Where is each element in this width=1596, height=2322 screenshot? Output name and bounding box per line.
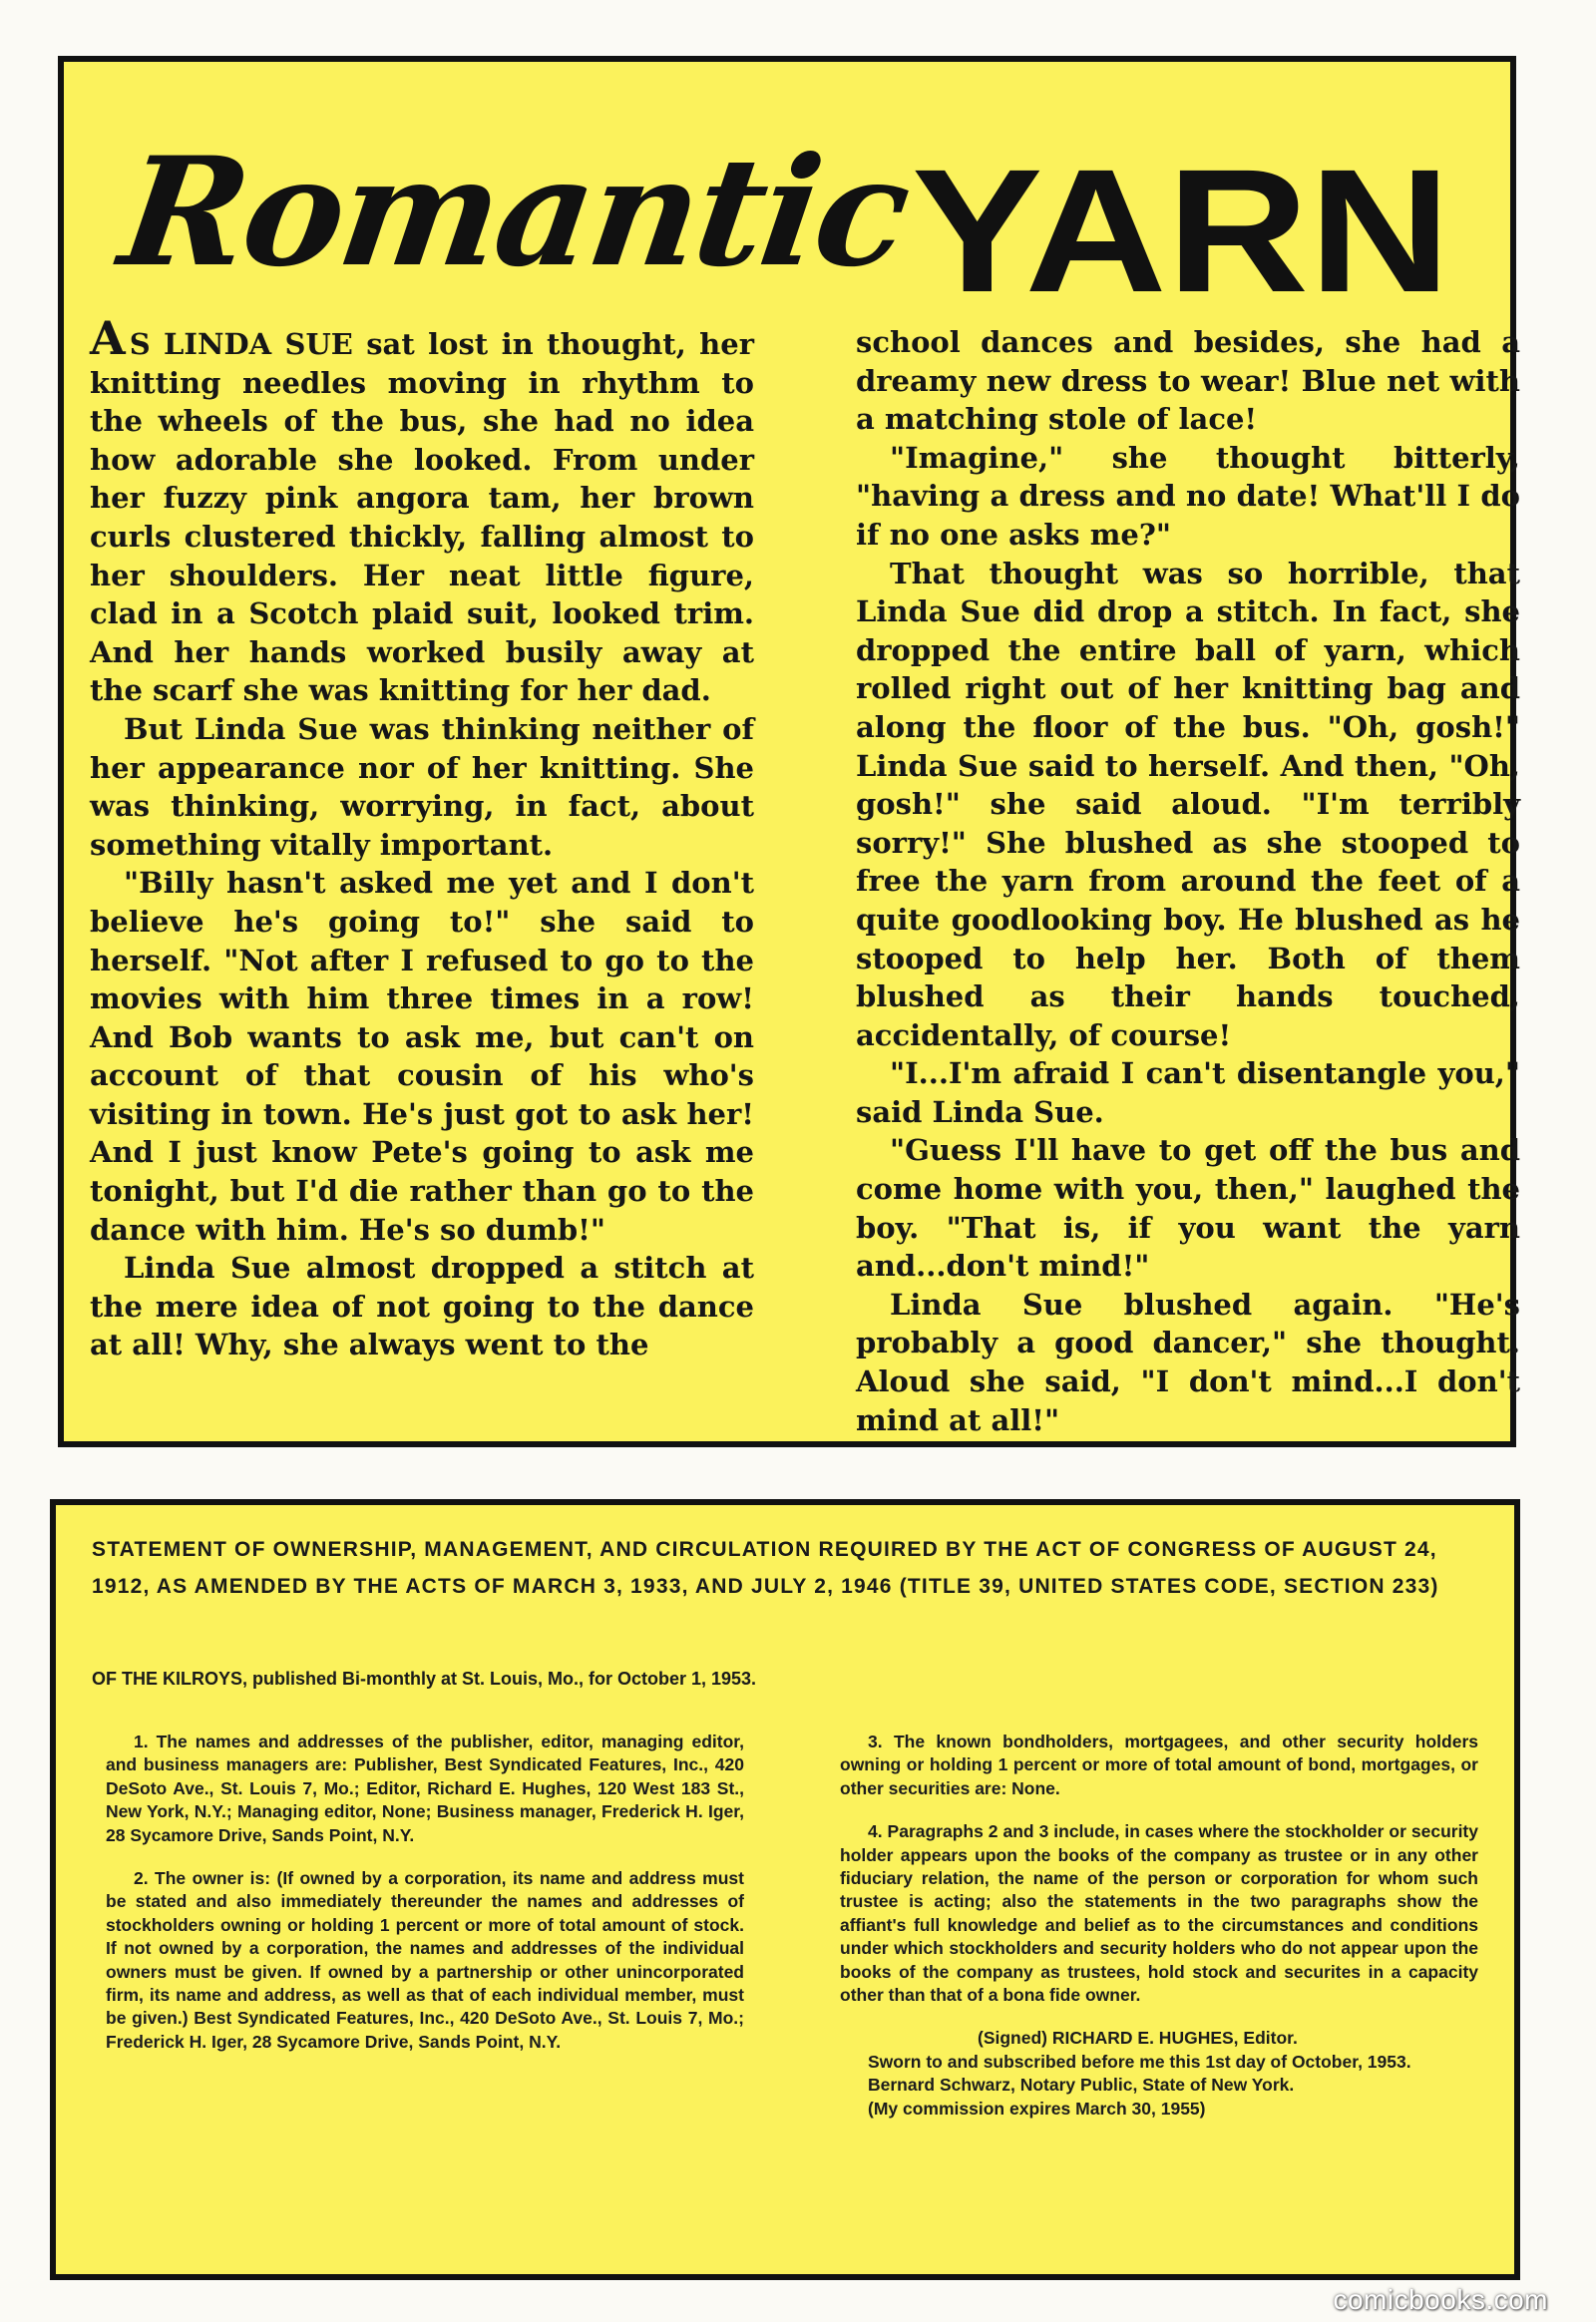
ownership-statement-panel (50, 1499, 1520, 2280)
story-panel (58, 56, 1520, 1447)
statement-paragraph: 2. The owner is: (If owned by a corporation, its name and address must be stated and also immediately thereunder the names and addresses of stockholders owning or holding 1 percent or more of total amount of stock. If not owned by a corporation, the names and addresses of the individual owners must be given. If owned by a partnership or other unincorporated firm, its name and address, as well as that of each individual member, must be given.) Best Syndicated Features, Inc., 420 DeSoto Ave., St. Louis 7, Mo.; Frederick H. Iger, 28 Sycamore Drive, Sands Point, N.Y. (106, 1868, 744, 2052)
statement-column-right (840, 1731, 1478, 2140)
story-paragraph: "I...I'm afraid I can't disentangle you," said Linda Sue. (856, 1056, 1520, 1129)
statement-paragraph: 4. Paragraphs 2 and 3 include, in cases where the stockholder or security holder appears upon the books of the company as trustee or in any other fiduciary relation, the name of the person or corporation for whom such trustee is acting; also the statements in the two paragraphs show the affiant's full knowledge and belief as to the circumstances and conditions under which stockholders and security holders who do not appear upon the books of the company as trustees, hold stock and securites in a capacity other than that of a bona fide owner. (840, 1821, 1478, 2006)
title-block-word: YARN (912, 134, 1451, 329)
site-watermark: comicbooks.com (1333, 2284, 1548, 2315)
story-paragraph: But Linda Sue was thinking neither of her appearance nor of her knitting. She was thinking, worrying, in fact, about something vitally important. (90, 711, 754, 862)
story-paragraph: Linda Sue almost dropped a stitch at the mere idea of not going to the dance at all! Why, she always went to the (90, 1251, 754, 1362)
statement-column-left (106, 1731, 744, 2074)
story-column-left (90, 311, 754, 1364)
statement-paragraph: 1. The names and addresses of the publisher, editor, managing editor, and business managers are: Publisher, Best Syndicated Features, Inc., 420 DeSoto Ave., St. Louis 7, Mo.; Editor, Richard E. Hughes, 120 West 183 St., New York, N.Y.; Managing editor, None; Business manager, Frederick H. Iger, 28 Sycamore Drive, Sands Point, N.Y. (106, 1732, 744, 1845)
story-title (111, 114, 1460, 329)
story-paragraph: "Imagine," she thought bitterly, "having a dress and no date! What'll I do if no one asks me?" (856, 440, 1520, 552)
notary-line: Bernard Schwarz, Notary Public, State of New York. (868, 2075, 1295, 2096)
statement-heading: STATEMENT OF OWNERSHIP, MANAGEMENT, AND CIRCULATION REQUIRED BY THE ACT OF CONGRESS OF AUGUST 24, 1912, AS AMENDED BY THE ACTS OF MARCH 3, 1933, AND JULY 2, 1946 (TITLE 39, UNITED STATES CODE, SECTION 233) (92, 1538, 1439, 1598)
story-paragraph: Linda Sue blushed again. "He's probably a good dancer," she thought. Aloud she said, "I don't mind...I don't mind at all!" (856, 1287, 1520, 1437)
drop-cap: A (90, 311, 126, 365)
story-paragraph: "Guess I'll have to get off the bus and come home with you, then," laughed the boy. "That is, if you want the yarn and...don't mind!" (856, 1133, 1520, 1284)
title-script-word: Romantic (111, 125, 918, 300)
story-paragraph: school dances and besides, she had a dreamy new dress to wear! Blue net with a matching stole of lace! (856, 325, 1520, 437)
story-paragraph: That thought was so horrible, that Linda Sue did drop a stitch. In fact, she dropped the entire ball of yarn, which rolled right out of her knitting bag and along the floor of the bus. "Oh, gosh!" Linda Sue said to herself. And then, "Oh, gosh!" she said aloud. "I'm terribly sorry!" She blushed as she stooped to free the yarn from around the feet of a quite goodlooking boy. He blushed as he stooped to help her. Both of them blushed as their hands touched, accidentally, of course! (856, 556, 1520, 1052)
commission-line: (My commission expires March 30, 1955) (868, 2098, 1206, 2119)
statement-paragraph: 3. The known bondholders, mortgagees, and other security holders owning or holding 1 percent or more of total amount of bond, mortgages, or other securities are: None. (840, 1732, 1478, 1798)
story-paragraph (90, 311, 754, 710)
paragraph-text: S LINDA SUE sat lost in thought, her knitting needles moving in rhythm to the wheels of the bus, she had no idea how adorable she looked. From under her fuzzy pink angora tam, her brown curls clustered thickly, falling almost to her shoulders. Her neat little figure, clad in a Scotch plaid suit, looked trim. And her hands worked busily away at the scarf she was knitting for her dad. (90, 327, 754, 708)
story-paragraph: "Billy hasn't asked me yet and I don't believe he's going to!" she said to herself. "Not after I refused to go to the movies with him three times in a row! And Bob wants to ask me, but can't on account of that cousin of his who's visiting in town. He's just got to ask her! And I just know Pete's going to ask me tonight, but I'd die rather than go to the dance with him. He's so dumb!" (90, 866, 754, 1247)
signature-line: (Signed) RICHARD E. HUGHES, Editor. (978, 2028, 1298, 2049)
statement-subheading: OF THE KILROYS, published Bi-monthly at St. Louis, Mo., for October 1, 1953. (92, 1669, 757, 1689)
sworn-line: Sworn to and subscribed before me this 1st day of October, 1953. (868, 2051, 1411, 2072)
story-column-right (856, 323, 1520, 1439)
signature-block (840, 2027, 1478, 2121)
